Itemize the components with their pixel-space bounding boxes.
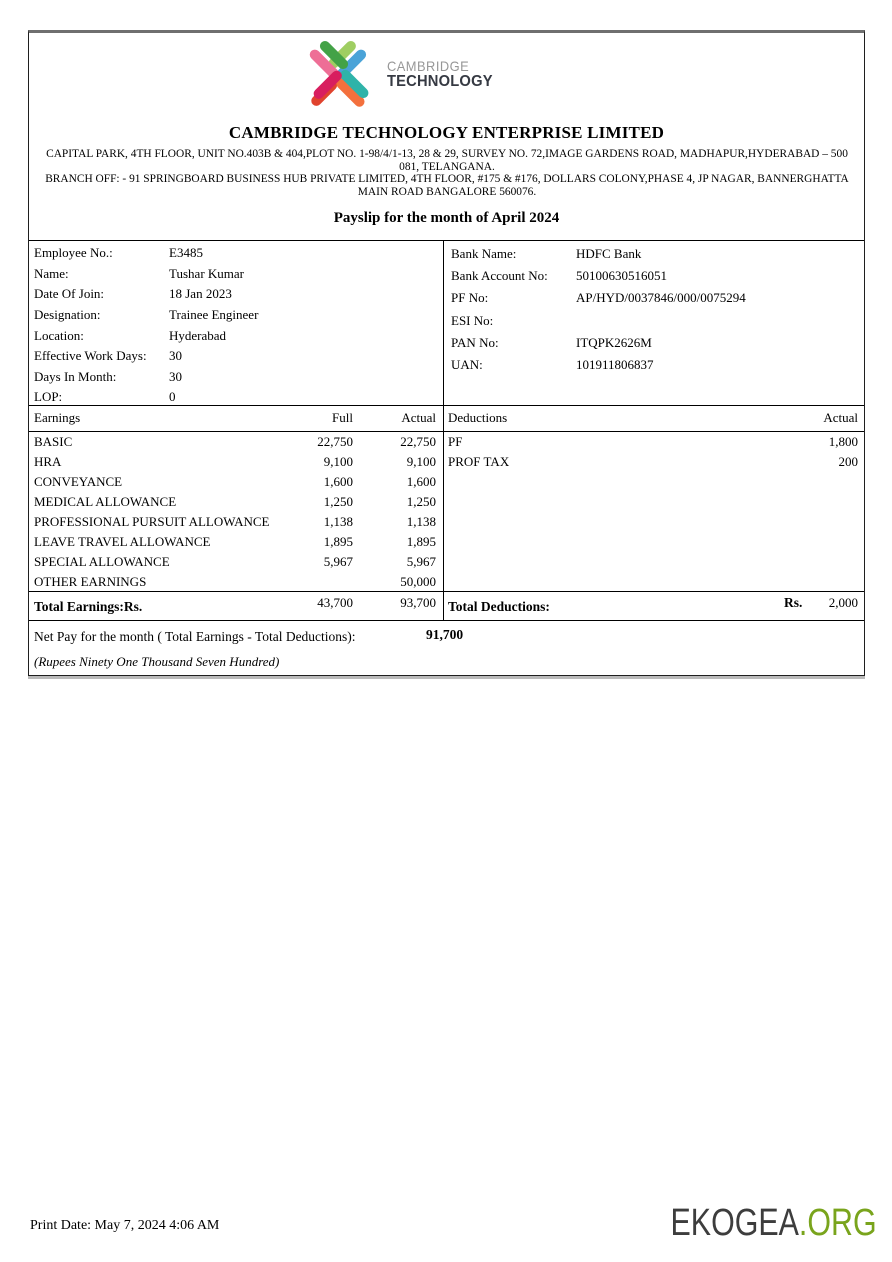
field-label: Bank Account No:: [451, 268, 548, 284]
field-value: HDFC Bank: [576, 246, 642, 262]
earning-full: 1,600: [323, 474, 353, 489]
earning-name: HRA: [34, 454, 62, 469]
earning-full: 1,250: [323, 494, 353, 509]
earning-actual: 1,895: [406, 534, 436, 549]
logo-technology-text: TECHNOLOGY: [387, 72, 493, 90]
employee-details-right: [446, 243, 861, 376]
earnings-row: [29, 452, 443, 472]
earnings-row: [29, 492, 443, 512]
earning-actual: 9,100: [406, 454, 436, 469]
print-date: Print Date: May 7, 2024 4:06 AM: [30, 1218, 220, 1233]
employee-details-left: [29, 243, 439, 408]
field-label: UAN:: [451, 357, 483, 373]
field-value: Trainee Engineer: [169, 307, 259, 323]
earning-name: PROFESSIONAL PURSUIT ALLOWANCE: [34, 514, 270, 529]
total-deductions-currency: Rs.: [784, 595, 803, 610]
earnings-row: [29, 572, 443, 592]
employee-field-row: [446, 265, 861, 287]
employee-field-row: [446, 310, 861, 332]
field-label: LOP:: [34, 389, 63, 405]
net-pay-words: (Rupees Ninety One Thousand Seven Hundred): [34, 654, 280, 669]
total-deductions-label: Total Deductions:: [448, 599, 550, 614]
earning-actual: 5,967: [406, 554, 436, 569]
field-value: Hyderabad: [169, 327, 227, 343]
ekogea-brand: [671, 1202, 877, 1245]
deduction-name: PF: [448, 434, 463, 449]
logo-cambridge-text: CAMBRIDGE: [387, 58, 470, 75]
logo-wordmark: [387, 59, 493, 90]
field-label: Days In Month:: [34, 368, 117, 384]
field-label: Employee No.:: [34, 245, 113, 261]
deductions-rows: [444, 432, 864, 472]
deductions-header: [444, 406, 864, 430]
deductions-total: [444, 592, 864, 620]
earning-full: 5,967: [323, 554, 353, 569]
net-pay-label: Net Pay for the month ( Total Earnings - Total Deductions):: [34, 629, 356, 644]
field-label: PAN No:: [451, 334, 499, 350]
earning-name: CONVEYANCE: [34, 474, 123, 489]
field-value: 101911806837: [576, 357, 654, 373]
employee-field-row: [29, 346, 439, 367]
employee-field-row: [29, 264, 439, 285]
field-label: Designation:: [34, 307, 101, 323]
table-header-row: [29, 405, 864, 431]
deduction-actual: 200: [838, 454, 858, 469]
employee-field-row: [29, 305, 439, 326]
employee-field-row: [446, 354, 861, 376]
earnings-row: [29, 552, 443, 572]
earnings-row: [29, 432, 443, 452]
earning-full: 9,100: [323, 454, 353, 469]
deduction-actual: 1,800: [828, 434, 858, 449]
earnings-row: [29, 472, 443, 492]
earnings-row: [29, 532, 443, 552]
earning-actual: 1,600: [406, 474, 436, 489]
field-value: 50100630516051: [576, 268, 667, 284]
earning-full: 1,138: [323, 514, 353, 529]
field-value: E3485: [169, 245, 203, 261]
earning-name: BASIC: [34, 434, 73, 449]
earnings-header-label: Earnings: [34, 410, 81, 425]
field-value: 0: [169, 389, 176, 405]
earnings-header: [29, 406, 443, 430]
total-deductions-amount: 2,000: [828, 595, 858, 610]
field-value: AP/HYD/0037846/000/0075294: [576, 290, 746, 306]
cambridge-x-logo-icon: [303, 39, 383, 111]
field-value: 18 Jan 2023: [169, 286, 232, 302]
earning-actual: 22,750: [400, 434, 436, 449]
full-column-header: Full: [332, 410, 353, 425]
earning-name: SPECIAL ALLOWANCE: [34, 554, 170, 569]
payslip-document: [28, 30, 865, 676]
table-items-section: [29, 431, 864, 591]
field-value: 30: [169, 348, 182, 364]
employee-field-row: [446, 287, 861, 309]
payslip-title: Payslip for the month of April 2024: [333, 210, 560, 226]
branch-address: BRANCH OFF: - 91 SPRINGBOARD BUSINESS HUB PRIVATE LIMITED, 4TH FLOOR, #175 & #176, DOLLARS COLONY,PHASE 4, JP NAGAR, BANNERGHATTA MAIN ROAD BANGALORE 560076.: [45, 173, 849, 198]
deductions-header-label: Deductions: [448, 410, 508, 425]
deduction-row: [444, 432, 864, 452]
total-earnings-full: 43,700: [317, 595, 353, 610]
field-value: ITQPK2626M: [576, 334, 652, 350]
field-label: Date Of Join:: [34, 286, 105, 302]
field-label: ESI No:: [451, 312, 494, 328]
employee-field-row: [29, 284, 439, 305]
deduction-row: [444, 452, 864, 472]
earnings-total: [29, 592, 443, 615]
earnings-rows: [29, 432, 443, 592]
employee-field-row: [446, 243, 861, 265]
employee-field-row: [29, 243, 439, 264]
earning-name: MEDICAL ALLOWANCE: [34, 494, 177, 509]
earning-full: 1,895: [323, 534, 353, 549]
earning-full: 22,750: [317, 434, 353, 449]
employee-field-row: [446, 332, 861, 354]
field-label: Location:: [34, 327, 84, 343]
deductions-actual-col-header: Actual: [823, 410, 858, 425]
earning-actual: 1,138: [406, 514, 436, 529]
earnings-row: [29, 512, 443, 532]
earning-actual: 1,250: [406, 494, 436, 509]
earning-actual: 50,000: [400, 574, 436, 589]
field-label: Effective Work Days:: [34, 348, 147, 364]
total-earnings-label: Total Earnings:Rs.: [34, 599, 143, 614]
brand-domain-text: .ORG: [799, 1202, 877, 1244]
field-label: Bank Name:: [451, 246, 517, 262]
totals-row: [29, 591, 864, 620]
field-label: Name:: [34, 265, 69, 281]
field-label: PF No:: [451, 290, 489, 306]
brand-name-text: EKOGEA: [670, 1202, 800, 1244]
earning-name: LEAVE TRAVEL ALLOWANCE: [34, 534, 211, 549]
employee-field-row: [29, 367, 439, 388]
company-name: CAMBRIDGE TECHNOLOGY ENTERPRISE LIMITED: [228, 123, 665, 142]
employee-details-section: [29, 240, 864, 405]
company-address: CAPITAL PARK, 4TH FLOOR, UNIT NO.403B & 404,PLOT NO. 1-98/4/1-13, 28 & 29, SURVEY NO. 72,IMAGE GARDENS ROAD, MADHAPUR,HYDERABAD – 500 081, TELANGANA.: [46, 148, 848, 173]
total-earnings-actual: 93,700: [400, 595, 436, 610]
field-value: 30: [169, 368, 182, 384]
net-pay-amount: 91,700: [426, 627, 464, 642]
company-logo: [303, 39, 502, 111]
earning-name: OTHER EARNINGS: [34, 574, 147, 589]
deduction-name: PROF TAX: [448, 454, 510, 469]
actual-column-header: Actual: [401, 410, 436, 425]
field-value: Tushar Kumar: [169, 265, 244, 281]
employee-field-row: [29, 325, 439, 346]
net-pay-section: [29, 620, 864, 675]
